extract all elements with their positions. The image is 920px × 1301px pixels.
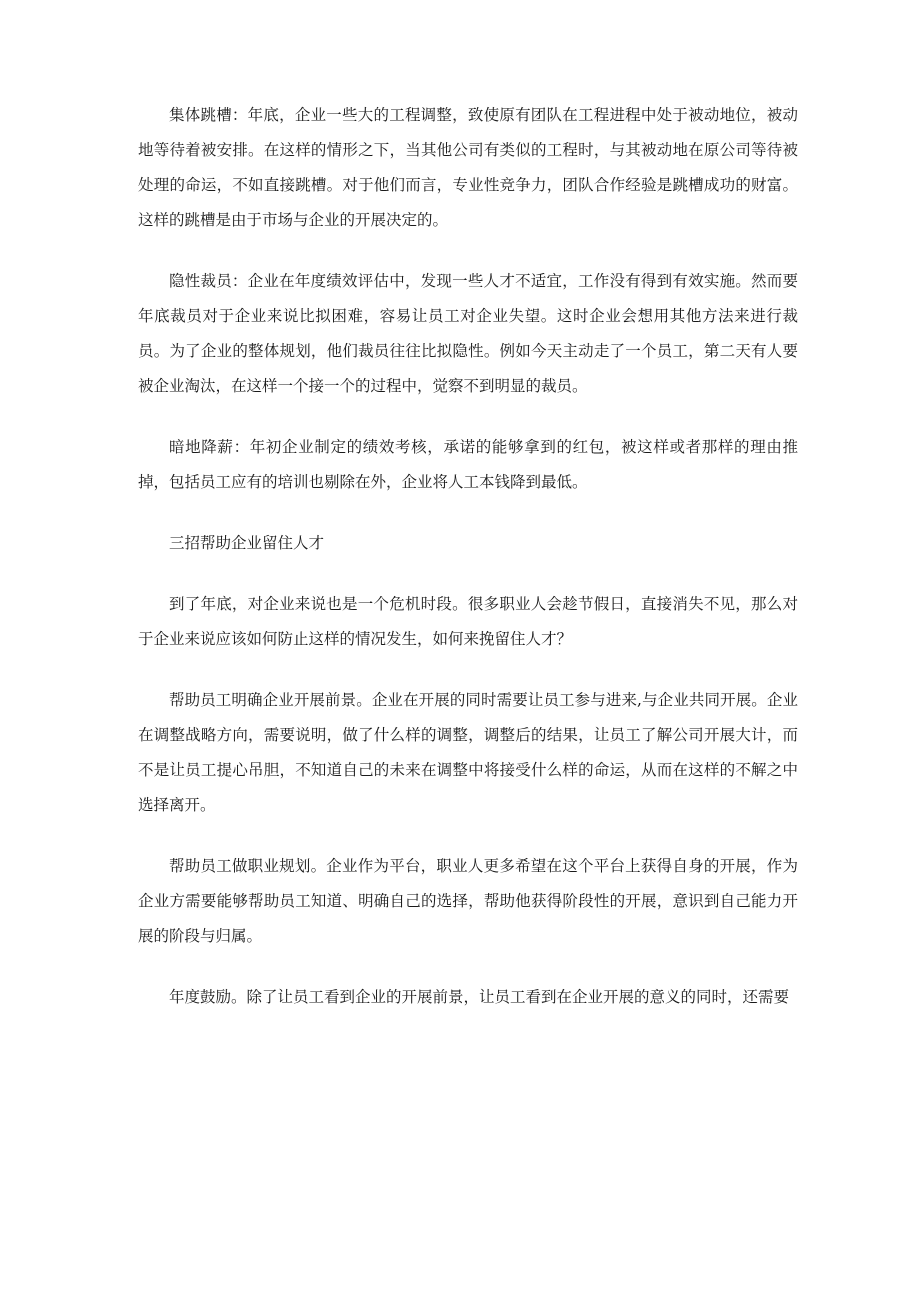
paragraph-year-end-crisis: 到了年底，对企业来说也是一个危机时段。很多职业人会趁节假日，直接消失不见，那么对于企业来说应该如何防止这样的情况发生，如何来挽留住人才？	[138, 595, 798, 648]
paragraph-annual-incentive: 年度鼓励。除了让员工看到企业的开展前景，让员工看到在企业开展的意义的同时，还需要	[169, 988, 790, 1006]
paragraph-hidden-layoffs: 隐性裁员：企业在年度绩效评估中，发现一些人才不适宜，工作没有得到有效实施。然而要年底裁员对于企业来说比拟困难，容易让员工对企业失望。这时企业会想用其他方法来进行裁员。为了企业的整体规划，他们裁员往往比拟隐性。例如今天主动走了一个员工，第二天有人要被企业淘汰，在这样一个接一个的过程中，觉察不到明显的裁员。	[138, 272, 798, 395]
paragraph-company-prospects: 帮助员工明确企业开展前景。企业在开展的同时需要让员工参与进来,与企业共同开展。企业在调整战略方向，需要说明，做了什么样的调整，调整后的结果，让员工了解公司开展大计，而不是让员工提心吊胆，不知道自己的未来在调整中将接受什么样的命运，从而在这样的不解之中选择离开。	[138, 691, 798, 814]
document-body	[138, 98, 798, 1041]
paragraph-career-planning: 帮助员工做职业规划。企业作为平台，职业人更多希望在这个平台上获得自身的开展，作为企业方需要能够帮助员工知道、明确自己的选择，帮助他获得阶段性的开展，意识到自己能力开展的阶段与归属。	[138, 857, 798, 945]
paragraph-collective-job-hopping: 集体跳槽：年底，企业一些大的工程调整，致使原有团队在工程进程中处于被动地位，被动地等待着被安排。在这样的情形之下，当其他公司有类似的工程时，与其被动地在原公司等待被处理的命运，不如直接跳槽。对于他们而言，专业性竞争力，团队合作经验是跳槽成功的财富。这样的跳槽是由于市场与企业的开展决定的。	[138, 106, 798, 229]
section-heading: 三招帮助企业留住人才	[169, 534, 325, 552]
paragraph-covert-pay-cut: 暗地降薪：年初企业制定的绩效考核，承诺的能够拿到的红包，被这样或者那样的理由推掉，包括员工应有的培训也剔除在外，企业将人工本钱降到最低。	[138, 438, 798, 491]
